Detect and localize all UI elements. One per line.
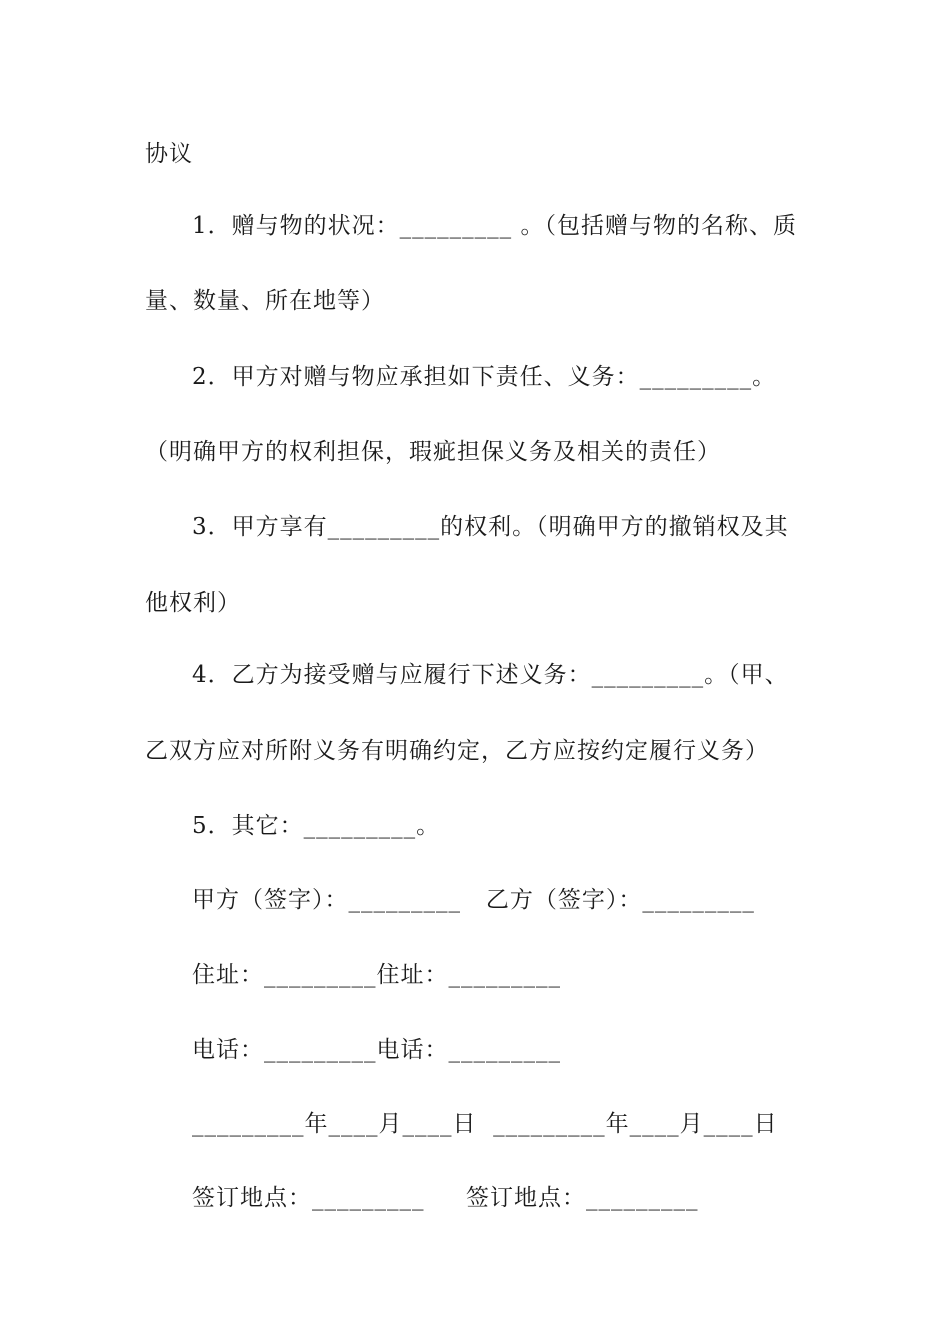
clause-1-line-1: 1．赠与物的状况：_________ 。（包括赠与物的名称、质 xyxy=(192,213,797,239)
address-line: 住址：_________住址：_________ xyxy=(192,962,561,988)
clause-1-line-2: 量、数量、所在地等） xyxy=(145,288,385,314)
clause-5-line-1: 5．其它：_________。 xyxy=(192,813,441,839)
clause-3-line-1: 3．甲方享有_________的权利。（明确甲方的撤销权及其 xyxy=(192,514,789,540)
signers-line: 甲方（签字）：_________ 乙方（签字）：_________ xyxy=(192,887,755,913)
phone-line: 电话：_________电话：_________ xyxy=(192,1037,561,1063)
place-line: 签订地点：_________ 签订地点：_________ xyxy=(192,1185,699,1211)
clause-2-line-2: （明确甲方的权利担保，瑕疵担保义务及相关的责任） xyxy=(145,439,721,465)
clause-4-line-2: 乙双方应对所附义务有明确约定，乙方应按约定履行义务） xyxy=(145,738,769,764)
document-title: 协议 xyxy=(145,141,193,167)
date-line: _________年____月____日 _________年____月____日 xyxy=(192,1111,778,1137)
clause-3-line-2: 他权利） xyxy=(145,590,241,616)
clause-2-line-1: 2．甲方对赠与物应承担如下责任、义务：_________。 xyxy=(192,364,777,390)
clause-4-line-1: 4．乙方为接受赠与应履行下述义务：_________。（甲、 xyxy=(192,662,789,688)
